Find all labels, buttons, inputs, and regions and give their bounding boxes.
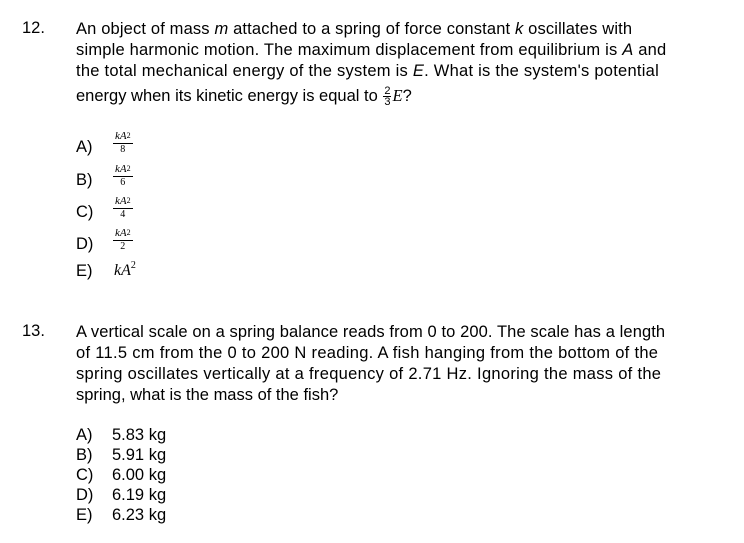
q12-line-4: energy when its kinetic energy is equal to $\frac{2}{3}$ E?: [76, 85, 412, 109]
q13-option-a[interactable]: A) 5.83 kg: [76, 426, 167, 444]
q13-option-c[interactable]: C) 6.00 kg: [76, 466, 167, 484]
q12-option-c-fraction: $\frac{kA^2}{4}$: [115, 195, 131, 220]
q13-line-2: of 11.5 cm from the 0 to 200 N reading. A fish hanging from the bottom of the: [76, 344, 659, 362]
q13-line-1: A vertical scale on a spring balance reads from 0 to 200. The scale has a length: [76, 323, 666, 341]
q12-line-2: simple harmonic motion. The maximum displacement from equilibrium is A and: [76, 41, 667, 59]
q12-option-d-fraction: $\frac{kA^2}{2}$: [115, 227, 131, 252]
q13-option-e[interactable]: E) 6.23 kg: [76, 506, 167, 524]
q12-option-e-label[interactable]: E): [76, 262, 93, 280]
q12-option-a-fraction: $\frac{kA^2}{8}$: [115, 130, 131, 155]
question-13-number: 13.: [22, 322, 45, 340]
q13-line-3: spring oscillates vertically at a frequency of 2.71 Hz. Ignoring the mass of the: [76, 365, 662, 383]
two-thirds-fraction: $\frac{2}{3}$: [384, 85, 391, 109]
q12-option-a-label[interactable]: A): [76, 138, 93, 156]
question-13-text: [76, 322, 710, 406]
question-12-number: 12.: [22, 19, 45, 37]
q13-line-4: spring, what is the mass of the fish?: [76, 386, 339, 404]
q12-option-c-label[interactable]: C): [76, 203, 94, 221]
q12-line-3: the total mechanical energy of the system is E. What is the system's potential: [76, 62, 660, 80]
q12-option-b-fraction: $\frac{kA^2}{6}$: [115, 163, 131, 188]
q12-option-d-label[interactable]: D): [76, 235, 94, 253]
q12-line-1: An object of mass m attached to a spring of force constant k oscillates with: [76, 20, 633, 38]
q13-option-d[interactable]: D) 6.19 kg: [76, 486, 167, 504]
q12-option-e-value: $kA^2$: [114, 260, 136, 279]
q13-options: [76, 425, 166, 525]
q12-option-b-label[interactable]: B): [76, 171, 93, 189]
question-12-text: [76, 19, 710, 107]
q13-option-b[interactable]: B) 5.91 kg: [76, 446, 167, 464]
